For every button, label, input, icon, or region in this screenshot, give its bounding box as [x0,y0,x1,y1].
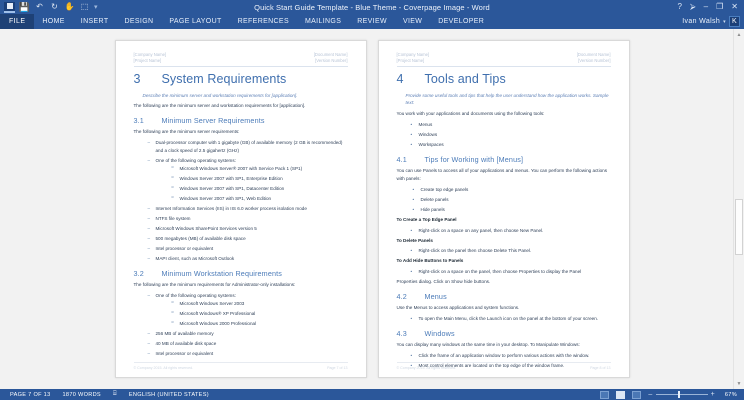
document-workspace[interactable] [0,29,744,389]
proofing-errors-icon[interactable]: ⌸ [112,391,117,397]
list-item-label: One of the following operating systems: [155,292,236,298]
tab-page-layout[interactable]: PAGE LAYOUT [169,18,222,25]
close-icon[interactable]: ✕ [731,2,738,11]
footer-page-number: Page 7 of 13 [327,366,348,370]
print-layout-view-button[interactable] [616,391,625,399]
minimize-icon[interactable]: – [703,2,709,11]
page-header-left [134,52,348,65]
footer-page-number: Page 8 of 13 [590,366,611,370]
header-divider [397,66,611,67]
list-item [148,157,348,203]
ribbon-tab-bar [0,14,744,29]
procedure-heading: To Add Hide Buttons to Panels [396,258,464,264]
tab-view[interactable]: VIEW [402,18,423,25]
heading-2-text: Windows [424,328,455,338]
title-bar [0,0,744,14]
heading-2-number: 3.1 [133,116,144,126]
tools-list [411,121,611,149]
header-company-name: [Company Name] [396,52,430,57]
scroll-down-icon[interactable]: ▼ [736,380,742,387]
zoom-out-icon[interactable]: – [648,391,653,398]
footer-copyright: © Company 2015. All rights reserved. [396,366,457,370]
account-area[interactable] [682,14,744,29]
server-os-sublist [172,165,348,203]
tab-mailings[interactable]: MAILINGS [304,18,342,25]
list-item: – 500 megabytes (MB) of available disk space [148,235,348,242]
window-controls [678,3,744,11]
zoom-track[interactable] [656,394,708,395]
list-item: o Windows Server 2007 with SP1, Datacenter Edition [172,185,348,192]
list-item: • Workspaces [411,141,611,148]
heading-2-menus [397,292,611,301]
page-footer-left [134,366,348,370]
list-item: • Delete panels [413,196,611,203]
ruler-strip [0,29,744,40]
header-document-name: [Document Name] [576,52,611,57]
heading-1-system-requirements [134,72,348,86]
zoom-slider[interactable] [648,391,715,398]
status-page-count[interactable]: PAGE 7 OF 13 [10,391,51,398]
tab-developer[interactable]: DEVELOPER [438,18,485,25]
list-item: • Most control elements are located on the top edge of the window frame. [411,362,611,369]
workstation-requirements-list [148,292,348,358]
list-item: – Intel processor or equivalent [148,245,348,252]
restore-icon[interactable]: ❐ [716,2,724,11]
list-item: – Internet Information Services (IIS) in IIS 6.0 worker process isolation mode [148,205,348,212]
status-word-count[interactable]: 1870 WORDS [62,391,101,398]
status-language[interactable]: ENGLISH (UNITED STATES) [128,391,209,398]
list-item: • Click the frame of an application window to perform various actions with the window. [411,352,611,359]
status-bar [0,389,744,400]
intro-instruction-text: Describe the minimum server and workstation requirements for [application]. [142,92,298,98]
web-layout-view-button[interactable] [632,391,641,399]
list-item: – NTFS file system [148,215,348,222]
panel-actions-list [413,186,611,214]
zoom-thumb[interactable] [678,391,680,398]
heading-2-text: Minimum Server Requirements [161,116,265,126]
header-project-name: [Project Name] [396,58,425,64]
section-lead-text: You can use Panels to access all of your applications and menus. You can perform the following actions with panels: [396,167,608,181]
header-company-name: [Company Name] [133,52,167,57]
procedure-heading: To Create a Top Edge Panel [396,216,457,222]
tab-home[interactable]: HOME [42,18,65,25]
redo-icon[interactable]: ↻ [51,2,58,11]
list-item: o Microsoft Windows 2000 Professional [172,320,348,327]
section-lead-text: Use the Menus to access applications and system functions. [396,305,520,311]
list-item: • Windows [411,131,611,138]
page-footer-right [397,366,611,370]
list-item: – Intel processor or equivalent [148,350,348,357]
touch-mode-icon[interactable]: ✋ [64,2,75,11]
save-icon[interactable]: 💾 [18,1,31,12]
heading-2-number: 4.3 [396,328,407,338]
heading-2-tips-for-working-with-menus [397,155,611,164]
list-item: o Microsoft Windows Server 2003 [172,300,348,307]
list-item: o Windows Server 2007 with SP1, Enterprise Edition [172,175,348,182]
vertical-scrollbar[interactable] [733,29,744,389]
list-item: – MAPI client, such as Microsoft Outlook [148,255,348,262]
heading-2-text: Menus [424,292,447,302]
list-item: • Right-click on a space on any panel, then choose New Panel. [411,227,611,234]
heading-1-text: System Requirements [161,71,287,86]
word-icon[interactable] [4,2,15,13]
tab-design[interactable]: DESIGN [124,18,154,25]
list-item: – Microsoft Windows SharePoint Services version 5 [148,225,348,232]
intro-body-text: You work with your applications and documents using the following tools: [396,111,545,117]
intro-body-text: The following are the minimum server and workstation requirements for [application]. [133,103,306,109]
header-version-number: [Version Number] [315,58,348,64]
document-page-left[interactable] [115,40,367,378]
heading-2-number: 4.2 [396,292,407,302]
page-container [115,29,630,389]
avatar[interactable]: K [729,16,740,27]
help-icon[interactable]: ? [677,2,682,11]
page-header-right [397,52,611,65]
list-item: • To open the Main Menu, click the Launch icon on the panel at the bottom of your screen. [411,315,611,322]
heading-1-tools-and-tips [397,72,611,86]
heading-2-number: 4.1 [396,154,407,164]
qat-overflow-icon[interactable]: ▾ [94,4,98,11]
scrollbar-thumb[interactable] [735,199,743,255]
list-item: • Hide panels [413,206,611,213]
section-lead-text: The following are the minimum requirements for Administrator-only installations: [133,281,296,287]
heading-1-text: Tools and Tips [424,71,506,86]
read-mode-view-button[interactable] [600,391,609,399]
intro-instruction-text: Provide some useful tools and tips that help the user understand how the application works. Sample text: [405,92,609,106]
footer-divider [134,362,348,363]
server-requirements-list [148,139,348,263]
menus-list [411,315,611,322]
procedure-steps-create-panel [411,227,611,234]
document-title: Quick Start Guide Template - Blue Theme - Coverpage Image - Word [254,2,490,12]
list-item: – 40 MB of available disk space [148,340,348,347]
customize-qat-icon[interactable]: ⬚ [80,2,89,11]
header-divider [134,66,348,67]
ribbon-display-options-icon[interactable]: ⮚ [689,2,696,11]
procedure-steps-hide-buttons [411,268,611,275]
list-item: • Right-click on the panel then choose Delete This Panel. [411,247,611,254]
footer-divider [397,362,611,363]
section-lead-text: You can display many windows at the same time in your desktop. To Manipulate Windows: [396,341,580,347]
heading-2-minimum-server-requirements [134,116,348,125]
heading-2-text: Tips for Working with [Menus] [424,154,524,164]
heading-2-windows [397,329,611,338]
zoom-in-icon[interactable]: + [710,391,715,398]
list-item: • Create top edge panels [413,186,611,193]
tab-file[interactable]: FILE [0,14,34,29]
list-item: • Right-click on a space on the panel, then choose Properties to display the Panel [411,268,611,275]
header-project-name: [Project Name] [133,58,162,64]
tab-references[interactable]: REFERENCES [237,18,289,25]
tab-review[interactable]: REVIEW [357,18,387,25]
document-page-right[interactable] [378,40,630,378]
procedure-steps-delete-panels [411,247,611,254]
status-right-group [600,391,740,399]
zoom-level-label[interactable]: 67% [724,391,737,398]
header-document-name: [Document Name] [313,52,348,57]
tab-insert[interactable]: INSERT [80,18,109,25]
workstation-os-sublist [172,300,348,328]
procedure-heading: To Delete Panels [396,237,433,243]
list-item-label: One of the following operating systems: [155,157,236,163]
heading-1-number: 4 [396,71,404,86]
list-item [148,292,348,328]
list-item: • Menus [411,121,611,128]
list-item: – 256 MB of available memory [148,330,348,337]
list-item: o Windows Server 2007 with SP1, Web Edition [172,195,348,202]
heading-1-number: 3 [133,71,141,86]
footer-copyright: © Company 2015. All rights reserved. [133,366,194,370]
list-item: o Microsoft Windows® XP Professional [172,310,348,317]
list-item: – Dual-processor computer with 1 gigabyte (GB) of available memory (2 GB is recommended) and a clock speed of 2.5 gigahertz (GHz) [148,139,348,154]
list-item: o Microsoft Windows Server® 2007 with Service Pack 1 (SP1) [172,165,348,172]
undo-icon[interactable]: ↶ [36,2,43,11]
section-lead-text: The following are the minimum server requirements: [133,129,240,135]
account-name: Ivan Walsh [682,18,721,25]
header-version-number: [Version Number] [578,58,611,64]
scroll-up-icon[interactable]: ▲ [736,31,742,38]
chevron-down-icon[interactable]: ▾ [723,18,726,25]
quick-access-toolbar [0,0,98,14]
procedure-tail-text: Properties dialog. Click on Show hide buttons. [396,279,491,285]
heading-2-number: 3.2 [133,268,144,278]
heading-2-text: Minimum Workstation Requirements [161,268,283,278]
heading-2-minimum-workstation-requirements [134,269,348,278]
